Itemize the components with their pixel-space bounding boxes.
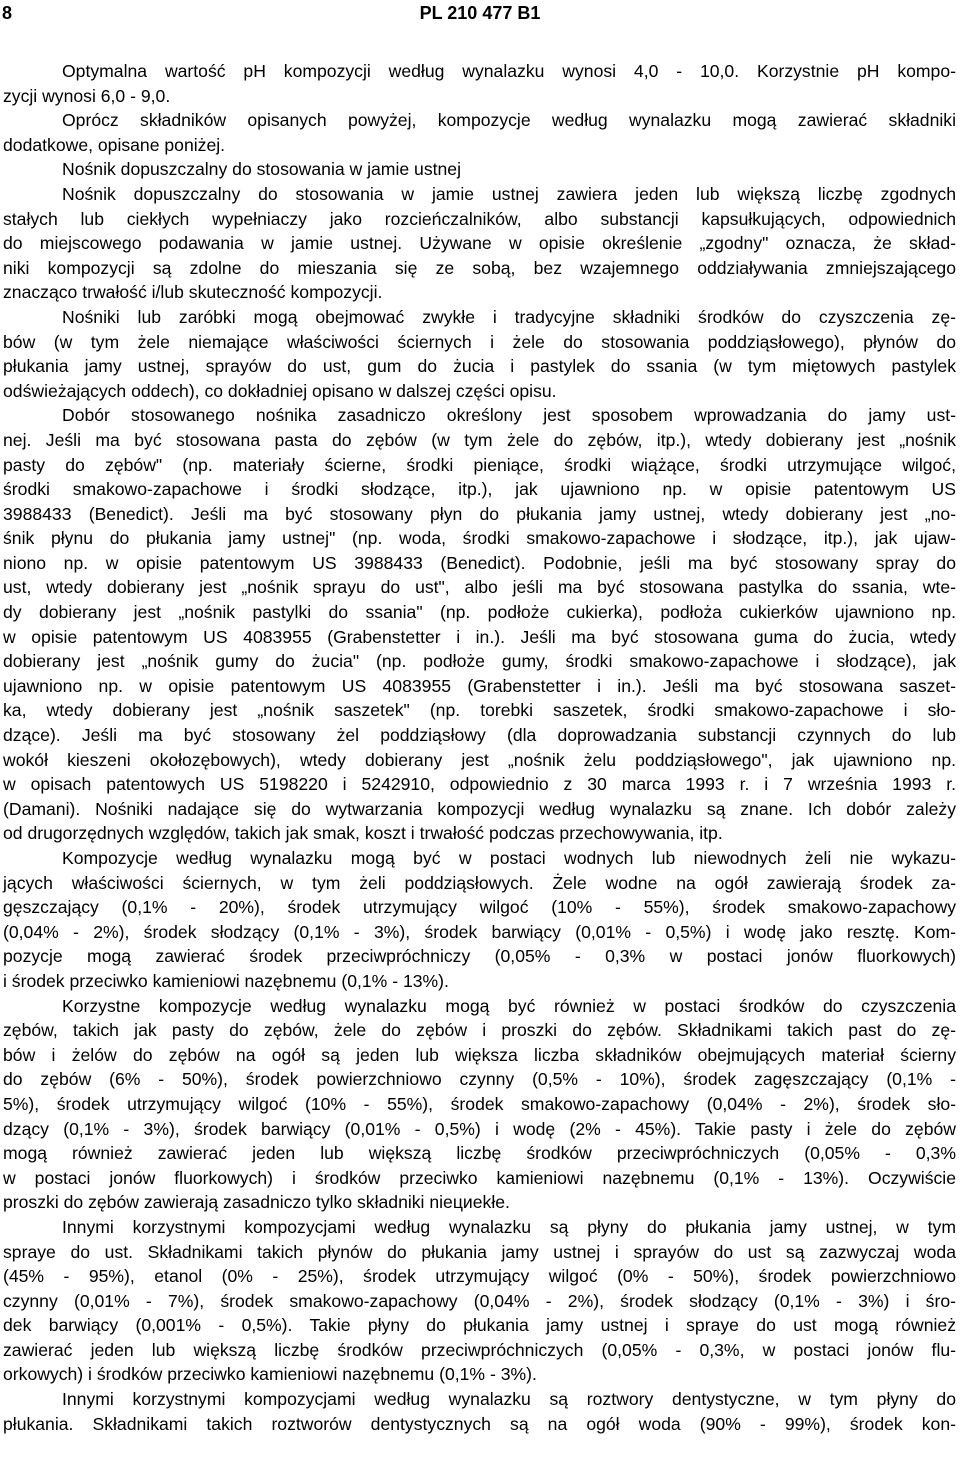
text-line: (0,04% - 2%), środek słodzący (0,1% - 3%), środek barwiący (0,01% - 0,5%) i wodę jako resztę. Kom-: [3, 921, 956, 942]
text-line: do miejscowego podawania w jamie ustnej. Używane w opisie określenie „zgodny" oznacza, że skład-: [3, 233, 956, 254]
text-line: niki kompozycji są zdolne do mieszania się ze sobą, bez wzajemnego oddziaływania zmniejszającego: [3, 257, 956, 278]
text-line: gęszczający (0,1% - 20%), środek utrzymujący wilgoć (10% - 55%), środek smakowo-zapachowy: [3, 897, 956, 918]
text-line: Nośnik dopuszczalny do stosowania w jamie ustnej: [62, 159, 461, 180]
text-line: nej. Jeśli ma być stosowana pasta do zębów (w tym żele do zębów, itp.), wtedy dobierany jest „nośnik: [3, 429, 956, 450]
text-line: spraye do ust. Składnikami takich płynów do płukania jamy ustnej i sprayów do ust są zazwyczaj woda: [3, 1241, 956, 1262]
text-line: proszki do zębów zawierają zasadniczo tylko składniki niециekłe.: [3, 1192, 510, 1213]
text-line: stałych lub ciekłych wypełniaczy jako rozcieńczalników, albo substancji kapsułkujących, odpowiednich: [3, 208, 956, 229]
text-line: dek barwiący (0,001% - 0,5%). Takie płyny do płukania jamy ustnej i spraye do ust mogą również: [3, 1315, 956, 1336]
text-line: Dobór stosowanego nośnika zasadniczo określony jest sposobem wprowadzania do jamy ust-: [62, 405, 956, 426]
text-line: odświeżających oddech), co dokładniej opisano w dalszej części opisu.: [3, 380, 557, 401]
text-line: od drugorzędnych względów, takich jak smak, koszt i trwałość podczas przechowywania, itp.: [3, 823, 723, 844]
text-line: Innymi korzystnymi kompozycjami według wynalazku są płyny do płukania jamy ustnej, w tym: [62, 1216, 956, 1237]
text-line: bów i żelów do zębów na ogół są jeden lub większa liczba składników obejmujących materiał ścierny: [3, 1044, 956, 1065]
text-line: i środek przeciwko kamieniowi nazębnemu (0,1% - 13%).: [3, 970, 449, 991]
text-line: wokół kieszeni okołozębowych), wtedy dobierany jest „nośnik żelu poddziąsłowego", jak ujawniono np.: [3, 749, 956, 770]
text-line: bów (w tym żele niemające właściwości ściernych i żele do stosowania poddziąsłowego), płynów do: [3, 331, 956, 352]
text-line: zębów, takich jak pasty do zębów, żele do zębów i proszki do zębów. Składnikami takich past do zę-: [3, 1020, 956, 1041]
text-line: niono np. w opisie patentowym US 3988433 (Benedict). Podobnie, jeśli ma być stosowany spray do: [3, 552, 956, 573]
text-line: płukania. Składnikami takich roztworów dentystycznych są na ogół woda (90% - 99%), środek kon-: [3, 1413, 956, 1434]
text-line: w postaci jonów fluorkowych) i środków przeciwko kamieniowi nazębnemu (0,1% - 13%). Oczywiście: [3, 1167, 956, 1188]
text-line: Korzystne kompozycje według wynalazku mogą być również w postaci środków do czyszczenia: [62, 995, 956, 1016]
text-line: pozycje mogą zawierać środek przeciwpróchniczy (0,05% - 0,3% w postaci jonów fluorkowych): [3, 946, 956, 967]
text-line: ust, wtedy dobierany jest „nośnik sprayu do ust", albo jeśli ma być stosowana pastylka do ssania, wte-: [3, 577, 956, 598]
text-line: Nośniki lub zaróbki mogą obejmować zwykłe i tradycyjne składniki środków do czyszczenia zę-: [62, 306, 956, 327]
text-line: mogą również zawierać jeden lub większą liczbę środków przeciwpróchniczych (0,05% - 0,3%: [3, 1143, 956, 1164]
text-line: zycji wynosi 6,0 - 9,0.: [3, 85, 171, 106]
text-line: dy dobierany jest „nośnik pastylki do ssania" (np. podłoże cukierka), podłoża cukierków ujawniono np.: [3, 602, 956, 623]
text-line: 3988433 (Benedict). Jeśli ma być stosowany płyn do płukania jamy ustnej, wtedy dobierany jest „no-: [3, 503, 956, 524]
text-line: znacząco trwałość i/lub skuteczność kompozycji.: [3, 282, 383, 303]
text-line: (45% - 95%), etanol (0% - 25%), środek utrzymujący wilgoć (0% - 50%), środek powierzchniowo: [3, 1266, 956, 1287]
text-line: ujawniono np. w opisie patentowym US 4083955 (Grabenstetter i in.). Jeśli ma być stosowana saszet-: [3, 675, 956, 696]
text-line: czynny (0,01% - 7%), środek smakowo-zapachowy (0,04% - 2%), środek słodzący (0,1% - 3%) i śro-: [3, 1290, 956, 1311]
text-line: w opisach patentowych US 5198220 i 5242910, odpowiednio z 30 marca 1993 r. i 7 września 1993 r.: [3, 774, 956, 795]
text-line: zawierać jeden lub większą liczbę środków przeciwpróchniczych (0,05% - 0,3%, w postaci jonów flu-: [3, 1339, 956, 1360]
text-line: 5%), środek utrzymujący wilgoć (10% - 55%), środek smakowo-zapachowy (0,04% - 2%), środek sło-: [3, 1093, 956, 1114]
text-line: pasty do zębów" (np. materiały ścierne, środki pieniące, środki wiążące, środki utrzymujące wilgoć,: [3, 454, 956, 475]
text-line: Kompozycje według wynalazku mogą być w postaci wodnych lub niewodnych żeli nie wykazu-: [62, 848, 956, 868]
text-line: dzący (0,1% - 3%), środek barwiący (0,01% - 0,5%) i wodę (2% - 45%). Takie pasty i żele do zębów: [3, 1118, 956, 1139]
text-line: płukania jamy ustnej, sprayów do ust, gum do żucia i pastylek do ssania (w tym miętowych pastylek: [3, 356, 956, 377]
text-line: ka, wtedy dobierany jest „nośnik saszetek" (np. torebki saszetek, środki smakowo-zapachowe i sło-: [3, 700, 956, 721]
patent-number: PL 210 477 B1: [419, 3, 541, 23]
text-line: śnik płynu do płukania jamy ustnej" (np. woda, środki smakowo-zapachowe i słodzące, itp.), jak ujaw-: [3, 528, 956, 549]
text-line: środki smakowo-zapachowe i środki słodzące, itp.), jak ujawniono np. w opisie patentowym US: [3, 479, 956, 500]
text-line: w opisie patentowym US 4083955 (Grabenstetter i in.). Jeśli ma być stosowana guma do żucia, wtedy: [3, 626, 956, 647]
text-line: do zębów (6% - 50%), środek powierzchniowo czynny (0,5% - 10%), środek zagęszczający (0,1% -: [3, 1069, 956, 1090]
page-header: [0, 0, 960, 34]
text-line: (Damani). Nośniki nadające się do wytwarzania kompozycji według wynalazku są znane. Ich dobór zależy: [3, 798, 956, 819]
text-line: Optymalna wartość pH kompozycji według wynalazku wynosi 4,0 - 10,0. Korzystnie pH kompo-: [62, 61, 956, 81]
text-line: Innymi korzystnymi kompozycjami według wynalazku są roztwory dentystyczne, w tym płyny do: [62, 1389, 956, 1410]
text-line: dzące). Jeśli ma być stosowany żel poddziąsłowy (dla doprowadzania substancji czynnych do lub: [3, 725, 956, 746]
text-line: Nośnik dopuszczalny do stosowania w jamie ustnej zawiera jeden lub większą liczbę zgodnych: [62, 183, 956, 204]
text-line: dobierany jest „nośnik gumy do żucia" (np. podłoże gumy, środki smakowo-zapachowe i słodzące), jak: [3, 651, 956, 672]
document-body: [3, 59, 956, 1436]
text-line: Oprócz składników opisanych powyżej, kompozycje według wynalazku mogą zawierać składniki: [62, 110, 956, 131]
text-line: dodatkowe, opisane poniżej.: [3, 134, 226, 155]
text-line: orkowych) i środków przeciwko kamieniowi nazębnemu (0,1% - 3%).: [3, 1364, 537, 1385]
page-number: 8: [2, 3, 13, 23]
text-line: jących właściwości ściernych, w tym żeli poddziąsłowych. Żele wodne na ogół zawierają środek za-: [3, 872, 956, 893]
